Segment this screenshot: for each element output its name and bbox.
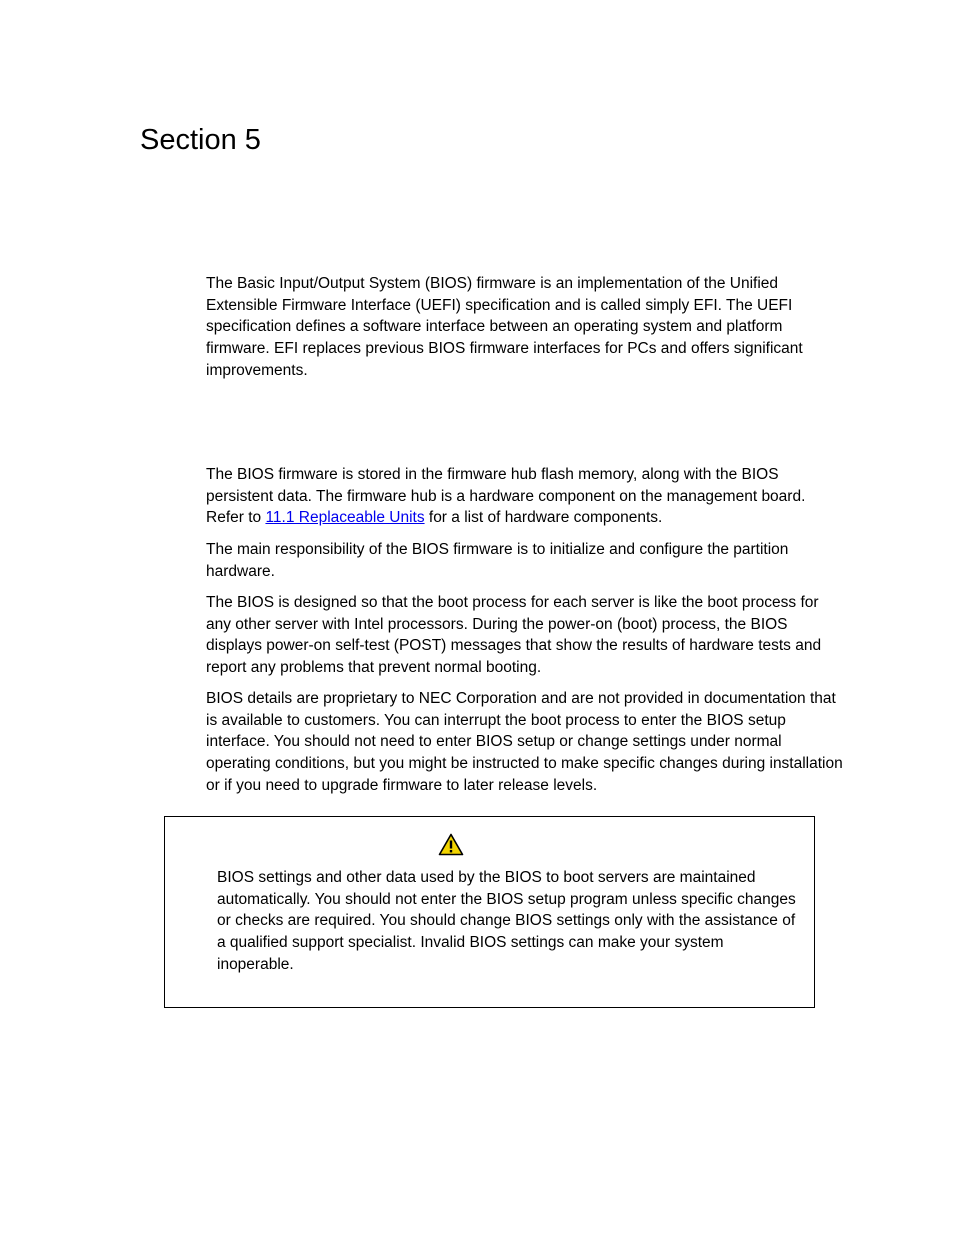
storage-paragraph — [206, 464, 846, 529]
storage-text-before-link: The BIOS firmware is stored in the firmware hub flash memory, along with the BIOS persistent data. The firmware hub is a hardware component on the management board. Refer to — [206, 466, 806, 527]
caution-box — [164, 816, 815, 1008]
caution-text: BIOS settings and other data used by the BIOS to boot servers are maintained automatically. You should not enter the BIOS setup program unless specific changes or checks are required. You should change BIOS settings only with the assistance of a qualified support specialist. Invalid BIOS settings can make your system inoperable. — [217, 869, 796, 973]
warning-triangle-icon — [438, 833, 464, 856]
boot-process-paragraph: The BIOS is designed so that the boot process for each server is like the boot process for any other server with Intel processors. During the power-on (boot) process, the BIOS displays power-on self-test (POST) messages that show the results of hardware tests and report any problems that prevent normal booting. — [206, 594, 822, 677]
bios-details-paragraph: BIOS details are proprietary to NEC Corporation and are not provided in documentation that is available to customers. You can interrupt the boot process to enter the BIOS setup interface. You should not need to enter BIOS setup or change settings under normal operating conditions, but you might be instructed to make specific changes during installation or if you need to upgrade firmware to later release levels. — [206, 690, 843, 794]
replaceable-units-link[interactable]: 11.1 Replaceable Units — [265, 509, 425, 527]
responsibility-paragraph: The main responsibility of the BIOS firmware is to initialize and configure the partition hardware. — [206, 541, 789, 580]
storage-text-after-link: for a list of hardware components. — [424, 509, 663, 527]
section-title: Section 5 — [140, 124, 261, 156]
intro-paragraph: The Basic Input/Output System (BIOS) firmware is an implementation of the Unified Extensible Firmware Interface (UEFI) specification and is called simply EFI. The UEFI specification defines a software interface between an operating system and platform firmware. EFI replaces previous BIOS firmware interfaces for PCs and offers significant improvements. — [206, 275, 803, 379]
